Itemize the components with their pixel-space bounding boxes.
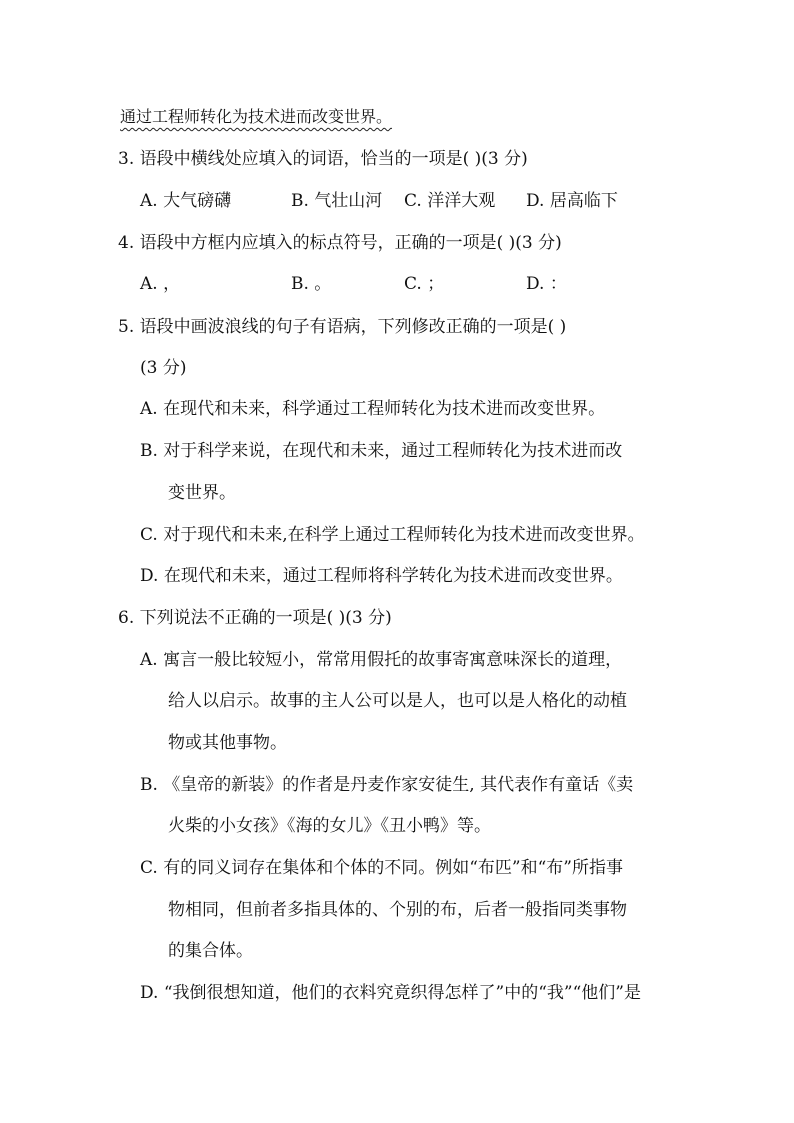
question-6-stem: 6. 下列说法不正确的一项是( )(3 分): [118, 608, 392, 628]
question-3-option-b[interactable]: B. 气壮山河: [291, 191, 383, 211]
question-4-option-b[interactable]: B. 。: [291, 274, 332, 294]
question-6-option-c-cont-2: 的集合体。: [168, 941, 253, 961]
question-5-score: (3 分): [140, 358, 187, 378]
wavy-underlined-sentence: 通过工程师转化为技术进而改变世界。: [120, 107, 393, 126]
question-6-option-b-cont: 火柴的小女孩》《海的女儿》《丑小鸭》等。: [168, 816, 491, 836]
question-6-option-a[interactable]: A. 寓言一般比较短小，常常用假托的故事寄寓意味深长的道理，: [140, 650, 623, 670]
question-4-option-a[interactable]: A. ，: [140, 274, 181, 294]
question-4-stem: 4. 语段中方框内应填入的标点符号，正确的一项是( )(3 分): [118, 233, 562, 253]
question-6-option-b[interactable]: B. 《皇帝的新装》的作者是丹麦作家安徒生, 其代表作有童话《卖: [140, 775, 634, 795]
question-5-option-b[interactable]: B. 对于科学来说，在现代和未来，通过工程师转化为技术进而改: [140, 441, 623, 461]
question-3-stem: 3. 语段中横线处应填入的词语，恰当的一项是( )(3 分): [118, 149, 528, 169]
question-3-option-c[interactable]: C. 洋洋大观: [404, 191, 496, 211]
question-4-option-d[interactable]: D. ：: [526, 274, 567, 294]
question-5-option-a[interactable]: A. 在现代和未来，科学通过工程师转化为技术进而改变世界。: [140, 399, 606, 419]
question-5-option-b-cont: 变世界。: [168, 483, 236, 503]
question-6-option-c[interactable]: C. 有的同义词存在集体和个体的不同。例如“布匹”和“布”所指事: [140, 858, 623, 878]
question-3-option-a[interactable]: A. 大气磅礴: [140, 191, 232, 211]
question-6-option-d[interactable]: D. “我倒很想知道，他们的衣料究竟织得怎样了”中的“我”“他们”是: [140, 983, 641, 1003]
question-6-option-c-cont-1: 物相同，但前者多指具体的、个别的布，后者一般指同类事物: [168, 900, 627, 920]
question-3-option-d[interactable]: D. 居高临下: [526, 191, 618, 211]
question-6-option-a-cont-1: 给人以启示。故事的主人公可以是人，也可以是人格化的动植: [168, 691, 627, 711]
question-6-option-a-cont-2: 物或其他事物。: [168, 733, 287, 753]
question-4-option-c[interactable]: C. ；: [404, 274, 445, 294]
question-5-stem: 5. 语段中画波浪线的句子有语病，下列修改正确的一项是( ): [118, 317, 567, 337]
question-5-option-d[interactable]: D. 在现代和未来，通过工程师将科学转化为技术进而改变世界。: [140, 566, 623, 586]
question-5-option-c[interactable]: C. 对于现代和未来,在科学上通过工程师转化为技术进而改变世界。: [140, 525, 645, 545]
